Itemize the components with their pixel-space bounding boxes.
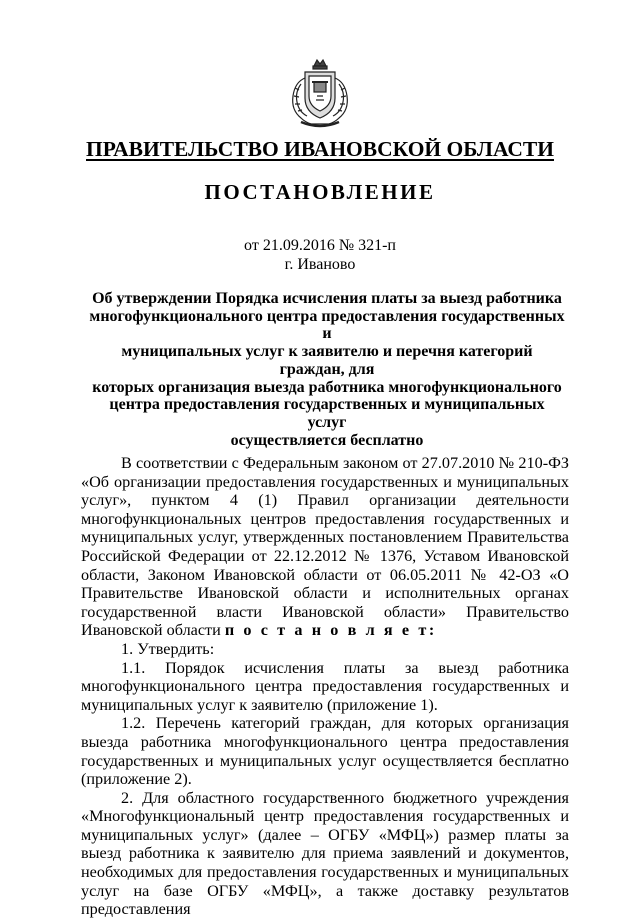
- date-number: от 21.09.2016 № 321-п: [244, 237, 396, 254]
- heading-line: осуществляется бесплатно: [230, 431, 424, 449]
- heading-line: которых организация выезда работника многофункционального: [92, 378, 562, 396]
- document-type: ПОСТАНОВЛЕНИЕ: [204, 180, 436, 204]
- item-1: 1. Утвердить:: [121, 639, 215, 658]
- heading-line: Об утверждении Порядка исчисления платы за выезд работника: [92, 290, 562, 307]
- item-1-1: 1.1. Порядок исчисления платы за выезд работника многофункционального центра предоставления государственных и муниципальных услуг к заявителю (приложение 1).: [81, 658, 569, 714]
- government-title: ПРАВИТЕЛЬСТВО ИВАНОВСКОЙ ОБЛАСТИ: [86, 137, 554, 161]
- heading-line: многофункционального центра предоставления государственных и: [89, 307, 565, 343]
- item-1-2: 1.2. Перечень категорий граждан, для которых организация выезда работника многофункционального центра предоставления государственных и муниципальных услуг осуществляется бесплатно (приложение 2).: [81, 714, 569, 789]
- heading-line: центра предоставления государственных и муниципальных услуг: [109, 396, 545, 431]
- coat-of-arms-icon: [287, 58, 353, 130]
- document-body: [81, 454, 569, 919]
- heading-line: муниципальных услуг к заявителю и перечня категорий граждан, для: [121, 343, 533, 378]
- preamble-text: В соответствии с Федеральным законом от 27.07.2010 № 210-ФЗ «Об организации предоставления государственных и муниципальных услуг», пунктом 4 (1) Правил организации деятельности многофункциональных центров предоставления государственных и муниципальных услуг, утвержденных постановлением Правительства Российской Федерации от 22.12.2012 № 1376, Уставом Ивановской области, Законом Ивановской области от 06.05.2011 № 42-ОЗ «О Правительстве Ивановской области и исполнительных органах государственной власти Ивановской области» Правительство Ивановской области: [81, 454, 569, 640]
- decree-word: п о с т а н о в л я е т:: [224, 621, 437, 640]
- item-2: 2. Для областного государственного бюджетного учреждения «Многофункциональный центр предоставления государственных и муниципальных услуг» (далее – ОГБУ «МФЦ») размер платы за выезд работника к заявителю для приема заявлений и документов, необходимых для предоставления государственных и муниципальных услуг на базе ОГБУ «МФЦ», а также доставку результатов предоставления: [81, 788, 569, 919]
- preamble-paragraph: [81, 454, 569, 640]
- city: г. Иваново: [284, 256, 356, 273]
- document-heading: [88, 290, 566, 449]
